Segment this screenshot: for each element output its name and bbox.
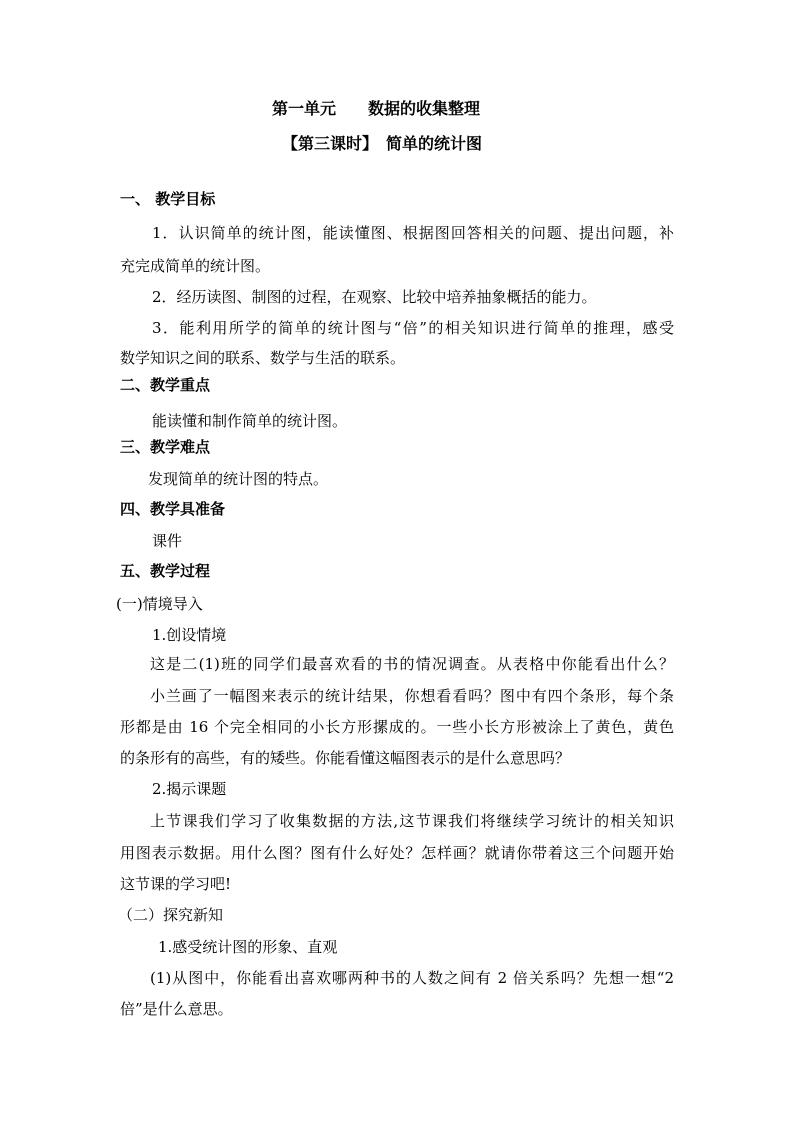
objective-1-line-2: 充完成简单的统计图。 bbox=[120, 257, 271, 275]
explore-paragraph-1-line-2: 倍”是什么意思。 bbox=[120, 1000, 233, 1018]
objective-3-line-2: 数学知识之间的联系、数学与生活的联系。 bbox=[120, 349, 406, 367]
intro-paragraph-2-line-3: 的条形有的高些，有的矮些。你能看懂这幅图表示的是什么意思吗？ bbox=[120, 749, 571, 767]
section-heading-key-points: 二、教学重点 bbox=[120, 376, 211, 394]
intro-paragraph-3-line-1: 上节课我们学习了收集数据的方法,这节课我们将继续学习统计的相关知识 bbox=[150, 812, 674, 830]
explore-paragraph-1-line-1: (1)从图中，你能看出喜欢哪两种书的人数之间有 2 倍关系吗？先想一想“2 bbox=[150, 969, 674, 987]
intro-paragraph-2-line-1: 小兰画了一幅图来表示的统计结果，你想看看吗？图中有四个条形，每个条 bbox=[150, 687, 674, 705]
subsection-heading-intro: (一)情境导入 bbox=[116, 595, 203, 613]
key-points-text: 能读懂和制作简单的统计图。 bbox=[152, 412, 348, 430]
intro-paragraph-3-line-2: 用图表示数据。用什么图？图有什么好处？怎样画？就请你带着这三个问题开始 bbox=[120, 844, 674, 862]
section-heading-objectives: 一、 教学目标 bbox=[120, 190, 216, 208]
intro-paragraph-3-line-3: 这节课的学习吧! bbox=[120, 875, 232, 893]
section-heading-difficulties: 三、教学难点 bbox=[120, 438, 211, 456]
intro-step-2: 2.揭示课题 bbox=[152, 780, 227, 798]
intro-step-1: 1.创设情境 bbox=[152, 626, 227, 644]
subsection-heading-explore: （二）探究新知 bbox=[118, 906, 224, 924]
lesson-subtitle: 【第三课时】 简单的统计图 bbox=[282, 134, 483, 153]
unit-title: 第一单元 数据的收集整理 bbox=[272, 99, 481, 118]
section-heading-materials: 四、教学具准备 bbox=[120, 500, 226, 518]
difficulties-text: 发现简单的统计图的特点。 bbox=[148, 470, 329, 488]
intro-paragraph-1: 这是二(1)班的同学们最喜欢看的书的情况调查。从表格中你能看出什么？ bbox=[150, 655, 674, 673]
materials-text: 课件 bbox=[152, 532, 183, 550]
objective-2: 2．经历读图、制图的过程，在观察、比较中培养抽象概括的能力。 bbox=[152, 288, 597, 306]
objective-1-line-1: 1．认识简单的统计图，能读懂图、根据图回答相关的问题、提出问题，补 bbox=[152, 224, 674, 242]
explore-step-1: 1.感受统计图的形象、直观 bbox=[158, 938, 338, 956]
objective-3-line-1: 3．能利用所学的简单的统计图与“倍”的相关知识进行简单的推理，感受 bbox=[152, 319, 674, 337]
section-heading-process: 五、教学过程 bbox=[120, 562, 211, 580]
intro-paragraph-2-line-2: 形都是由 16 个完全相同的小长方形摞成的。一些小长方形被涂上了黄色，黄色 bbox=[120, 718, 674, 736]
